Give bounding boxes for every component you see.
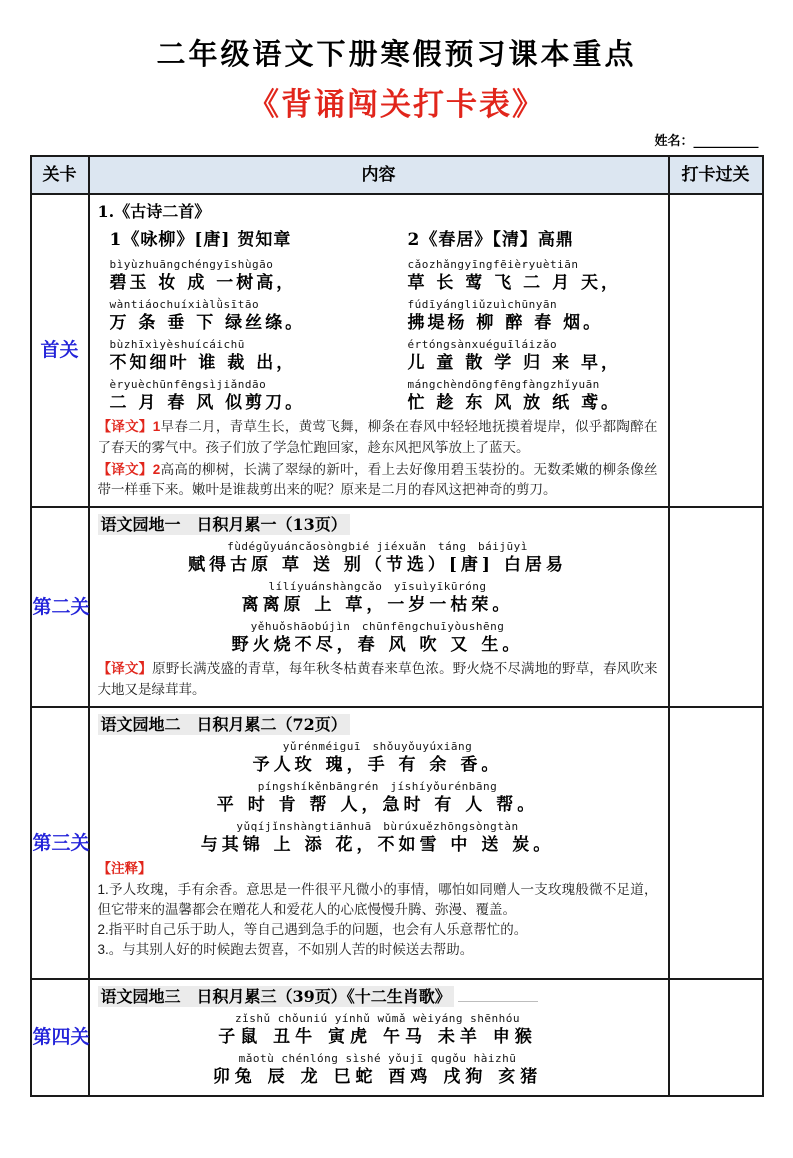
- pinyin-line: értóngsànxuéguīláizǎo: [407, 338, 558, 352]
- table-row-level-2: [31, 507, 763, 707]
- note-tag: 【注释】: [97, 861, 152, 877]
- annotation-item-2: 2.指平时自己乐于助人，等自己遇到急手的问题，也会有人乐意帮忙的。: [97, 922, 528, 938]
- pinyin-line: èryuèchūnfēngsìjiǎndāo: [109, 378, 267, 392]
- table-row-level-4: [31, 979, 763, 1096]
- content-cell-4: [89, 979, 669, 1096]
- hanzi-line: 离离原 上 草，一岁一枯荣。: [241, 595, 514, 616]
- hanzi-line: 忙 趁 东 风 放 纸 鸢。: [407, 393, 622, 414]
- hanzi-line: 子鼠 丑牛 寅虎 午马 未羊 申猴: [218, 1027, 537, 1048]
- pinyin-line: cǎozhǎngyīngfēièryuètiān: [407, 258, 579, 272]
- pinyin-line: mángchèndōngfēngfàngzhǐyuān: [407, 378, 600, 392]
- pinyin-line: wàntiáochuíxiàlǜsītāo: [109, 298, 260, 312]
- name-row: [31, 134, 763, 150]
- pinyin-line: yěhuǒshāobújìn chūnfēngchuīyòushēng: [250, 620, 505, 634]
- col-header-level: 关卡: [31, 156, 89, 194]
- poem-yongliu: [98, 226, 406, 415]
- content-cell-3: [89, 707, 669, 979]
- note-text: 早春二月，青草生长，黄莺飞舞，柳条在春风中轻轻地抚摸着堤岸，似乎都陶醉在了春天的雾气中。孩子们放了学急忙跑回家，趁东风把风筝放上了蓝天。: [97, 419, 658, 455]
- hanzi-line: 儿 童 散 学 归 来 早，: [407, 353, 622, 374]
- hanzi-line: 赋得古原 草 送 别（节选）[唐] 白居易: [188, 555, 567, 576]
- section-title-4: [98, 985, 658, 1009]
- name-blank: __________: [693, 134, 759, 150]
- table-header-row: [31, 156, 763, 194]
- poem-title: 1《咏柳》[唐] 贺知章: [109, 230, 292, 251]
- translation-note: [98, 659, 658, 700]
- translation-note: [98, 460, 658, 501]
- heading-underline: [458, 990, 538, 1002]
- annotation-item-3: 3.。与其别人好的时候跑去贺喜，不如别人苦的时候送去帮助。: [97, 942, 474, 958]
- section-heading-highlight: 语文园地一 日积月累一（13页）: [98, 514, 350, 535]
- pinyin-line: yǔrénméiguī shǒuyǒuyúxiāng: [282, 740, 473, 754]
- proverbs-block: [98, 740, 658, 857]
- hanzi-line: 野火烧不尽，春 风 吹 又 生。: [231, 635, 524, 656]
- pass-cell-1: [669, 194, 763, 507]
- poem-fudegu-yuancao: [98, 540, 658, 657]
- content-cell-2: [89, 507, 669, 707]
- pinyin-line: mǎotù chénlóng sìshé yǒujī qugǒu hàizhū: [238, 1052, 517, 1066]
- section-title-3: [98, 713, 658, 737]
- pinyin-line: fùdégǔyuáncǎosòngbié jiéxuǎn táng báijūyì: [227, 540, 528, 554]
- content-cell-1: [89, 194, 669, 507]
- section-title-2: [98, 513, 658, 537]
- pinyin-line: fúdīyángliǔzuìchūnyān: [407, 298, 558, 312]
- hanzi-line: 卯兔 辰 龙 巳蛇 酉鸡 戌狗 亥猪: [212, 1067, 543, 1088]
- hanzi-line: 二 月 春 风 似剪刀。: [109, 393, 306, 414]
- table-row-level-1: [31, 194, 763, 507]
- pinyin-line: yǔqíjǐnshàngtiānhuā bùrúxuězhōngsòngtàn: [236, 820, 519, 834]
- col-header-pass: 打卡过关: [669, 156, 763, 194]
- pass-cell-3: [669, 707, 763, 979]
- note-text: 高高的柳树，长满了翠绿的新叶，看上去好像用碧玉装扮的。无数柔嫩的柳条像丝带一样垂下来。嫩叶是谁裁剪出来的呢？原来是二月的春风这把神奇的剪刀。: [97, 461, 658, 498]
- hanzi-line: 万 条 垂 下 绿丝绦。: [109, 313, 306, 334]
- pinyin-line: bùzhīxìyèshuícáichū: [109, 338, 245, 352]
- name-label: 姓名：: [654, 134, 694, 150]
- checkin-table: [30, 155, 764, 1097]
- hanzi-line: 不知细叶 谁 裁 出，: [109, 353, 297, 374]
- translation-note: [98, 417, 658, 458]
- hanzi-line: 碧玉 妆 成 一树高，: [109, 273, 297, 294]
- page-subtitle: 《背诵闯关打卡表》: [248, 87, 545, 124]
- poem-chunju: [406, 226, 658, 415]
- col-header-content: 内容: [89, 156, 669, 194]
- note-text: 原野长满茂盛的青草，每年秋冬枯黄春来草色浓。野火烧不尽满地的野草，春风吹来大地又是绿茸茸。: [97, 661, 658, 697]
- pinyin-line: píngshíkěnbāngrén jíshíyǒurénbāng: [257, 780, 498, 794]
- page-title: 二年级语文下册寒假预习课本重点: [156, 37, 637, 71]
- table-row-level-3: [31, 707, 763, 979]
- section-heading-highlight: 语文园地三 日积月累三（39页）《十二生肖歌》: [98, 986, 454, 1007]
- pass-cell-2: [669, 507, 763, 707]
- hanzi-line: 予人玫 瑰，手 有 余 香。: [252, 755, 503, 776]
- hanzi-line: 草 长 莺 飞 二 月 天，: [407, 273, 622, 294]
- worksheet-page: [0, 36, 793, 1097]
- level-label-1: 首关: [31, 194, 89, 507]
- annotation-item-1: 1.予人玫瑰，手有余香。意思是一件很平凡微小的事情，哪怕如同赠人一支玫瑰般微不足道，但它带来的温馨都会在赠花人和爱花人的心底慢慢升腾、弥漫、覆盖。: [97, 881, 658, 917]
- pinyin-line: bìyùzhuāngchéngyīshùgāo: [109, 258, 274, 272]
- section-title-1: 1.《古诗二首》: [97, 202, 211, 222]
- annotation-header: [98, 859, 658, 879]
- note-tag: 【译文】: [97, 661, 153, 677]
- pass-cell-4: [669, 979, 763, 1096]
- level-label-2: 第二关: [31, 507, 89, 707]
- level-label-3: 第三关: [31, 707, 89, 979]
- hanzi-line: 拂堤杨 柳 醉 春 烟。: [407, 313, 604, 334]
- note-tag: 【译文】1: [97, 419, 161, 435]
- poems-container: [98, 226, 658, 415]
- section-heading-highlight: 语文园地二 日积月累二（72页）: [98, 714, 350, 735]
- hanzi-line: 平 时 肯 帮 人，急时 有 人 帮。: [216, 795, 539, 816]
- poem-title: 2《春居》【清】高鼎: [407, 230, 574, 251]
- level-label-4: 第四关: [31, 979, 89, 1096]
- pinyin-line: zǐshǔ chǒuniú yínhǔ wǔmǎ wèiyáng shēnhóu: [235, 1012, 520, 1026]
- zodiac-song-block: [98, 1012, 658, 1089]
- hanzi-line: 与其锦 上 添 花，不如雪 中 送 炭。: [200, 835, 555, 856]
- note-tag: 【译文】2: [97, 461, 161, 477]
- pinyin-line: lílíyuánshàngcǎo yīsuìyīkūróng: [268, 580, 487, 594]
